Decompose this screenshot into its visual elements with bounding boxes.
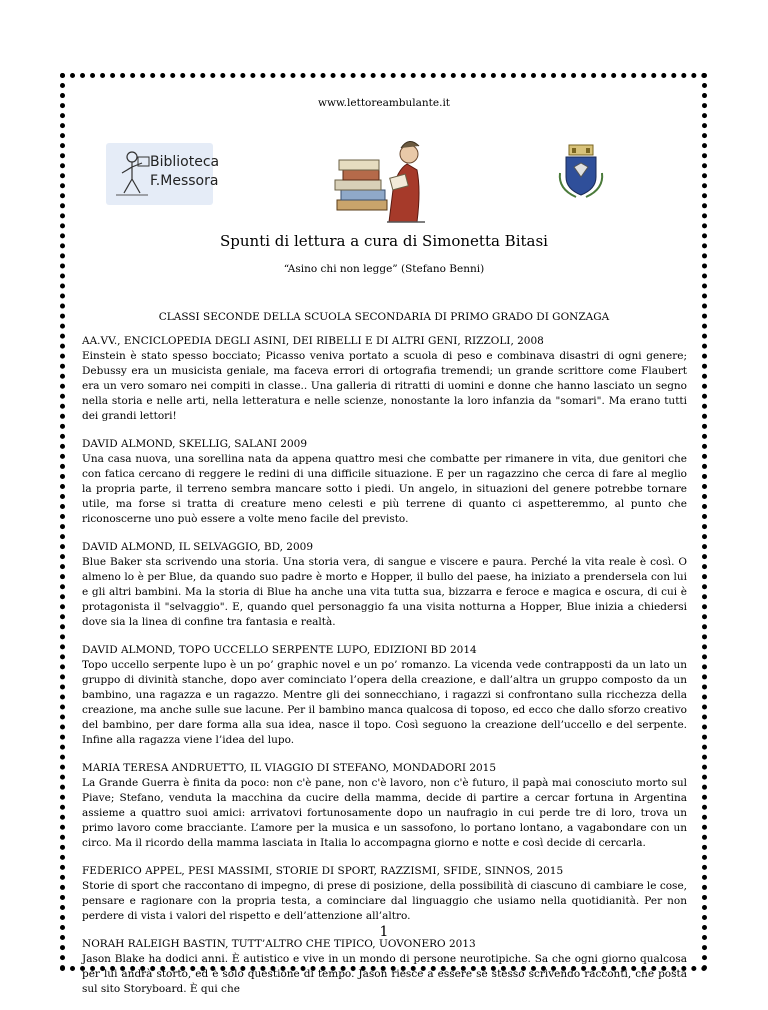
book-description: Storie di sport che raccontano di impegno, di prese di posizione, della possibilità di ciascuno di cambiare le cose, pensare e ragionare con la propria testa, a cominciare dal linguaggio che usiamo nella quotidianità. Per non perdere di vista i valori del rispetto e dell’attenzione all’altro. [82,880,687,922]
gonzaga-crest-icon [556,143,606,199]
donkey-reader-illustration [327,130,437,228]
book-heading: DAVID ALMOND, SKELLIG, SALANI 2009 [82,438,307,450]
book-heading: NORAH RALEIGH BASTIN, TUTT’ALTRO CHE TIPICO, UOVONERO 2013 [82,938,476,950]
book-entry [82,437,687,527]
book-description: Topo uccello serpente lupo è un po’ graphic novel e un po’ romanzo. La vicenda vede contrapposti da un lato un gruppo di divinità stanche, dopo aver cominciato l’opera della creazione, e dall’altra un gruppo composto da un bambino, una ragazza e un ragazzo. Mentre gli dei sonnecchiano, i ragazzi si confrontano sulla ricchezza della creazione, ma anche sulle sue lacune. Per il bambino manca qualcosa di toposo, ed ecco che dallo sforzo creativo del bambino, per dare forma alla sua idea, nasce il topo. Così seguono la creazione dell’uccello e del serpente. Infine alla ragazza viene l’idea del lupo. [82,659,687,746]
book-heading: AA.VV., ENCICLOPEDIA DEGLI ASINI, DEI RIBELLI E DI ALTRI GENI, RIZZOLI, 2008 [82,335,544,347]
book-entry [82,334,687,424]
page-title: Spunti di lettura a cura di Simonetta Bitasi [220,232,548,250]
logo-line-2: F.Messora [150,173,219,189]
subtitle-quote: “Asino chi non legge” (Stefano Benni) [283,263,485,275]
website-url: www.lettoreambulante.it [317,97,451,109]
logo-line-1: Biblioteca [150,154,220,170]
book-entry [82,540,687,630]
book-description: Einstein è stato spesso bocciato; Picasso veniva portato a scuola di peso e combinava disastri di ogni genere; Debussy era un musicista geniale, ma faceva errori di ortografia tremendi; un grande scrittore come Flaubert era un vero somaro nei compiti in classe.. Una galleria di ritratti di uomini e donne che hanno lasciato un segno nella storia e nelle arti, nella letteratura e nelle scienze, nonostante la loro infanzia da "somari". Ma erano tutti dei grandi lettori! [82,350,687,422]
book-description: Blue Baker sta scrivendo una storia. Una storia vera, di sangue e viscere e paura. Perché la vita reale è così. O almeno lo è per Blue, da quando suo padre è morto e Hopper, il bullo del paese, ha iniziato a prendersela con lui e gli altri bambini. Ma la storia di Blue ha anche una vita tutta sua, bizzarra e feroce e magica e oscura, di cui è protagonista il "selvaggio". E, quando quel personaggio fa una visita notturna a Hopper, Blue inizia a chiedersi dove sia la linea di confine tra fantasia e realtà. [82,556,687,628]
book-list [82,334,687,1010]
page-number: 1 [379,924,389,940]
biblioteca-logo [106,143,220,205]
book-entry [82,643,687,748]
book-entry [82,864,687,924]
book-heading: FEDERICO APPEL, PESI MASSIMI, STORIE DI SPORT, RAZZISMI, SFIDE, SINNOS, 2015 [82,865,564,877]
section-heading: CLASSI SECONDE DELLA SCUOLA SECONDARIA DI PRIMO GRADO DI GONZAGA [158,311,610,323]
book-description: La Grande Guerra è finita da poco: non c'è pane, non c'è lavoro, non c'è futuro, il papà mai conosciuto morto sul Piave; Stefano, venduta la macchina da cucire della mamma, decide di partire a cercar fortuna in Argentina assieme a quattro suoi amici: arrivatovi fortunosamente dopo un naufragio in cui perde tre di loro, trova un primo lavoro come bracciante. L’amore per la musica e un sassofono, lo portano lontano, a vagabondare con un circo. Ma il ricordo della mamma lasciata in Italia lo accompagna giorno e notte e così decide di cercarla. [82,777,687,849]
reader-sketch-icon [112,149,152,199]
book-entry [82,937,687,997]
book-heading: DAVID ALMOND, IL SELVAGGIO, BD, 2009 [82,541,314,553]
book-heading: MARIA TERESA ANDRUETTO, IL VIAGGIO DI STEFANO, MONDADORI 2015 [82,762,497,774]
book-entry [82,761,687,851]
book-description: Una casa nuova, una sorellina nata da appena quattro mesi che combatte per rimanere in vita, due genitori che con fatica cercano di reggere le redini di una difficile situazione. E per un ragazzino che cerca di fare al meglio la propria parte, il terreno sembra mancare sotto i piedi. Un angelo, in situazioni del genere potrebbe tornare utile, ma forse si tratta di creature meno celesti e più terrene di quanto ci aspetteremmo, al punto che riconoscerne uno può essere a volte meno facile del previsto. [82,453,687,525]
book-description: Jason Blake ha dodici anni. È autistico e vive in un mondo di persone neurotipiche. Sa che ogni giorno qualcosa per lui andrà storto, ed è solo questione di tempo. Jason riesce a essere se stesso scrivendo racconti, che posta sul sito Storyboard. È qui che [82,953,687,995]
book-heading: DAVID ALMOND, TOPO UCCELLO SERPENTE LUPO, EDIZIONI BD 2014 [82,644,477,656]
